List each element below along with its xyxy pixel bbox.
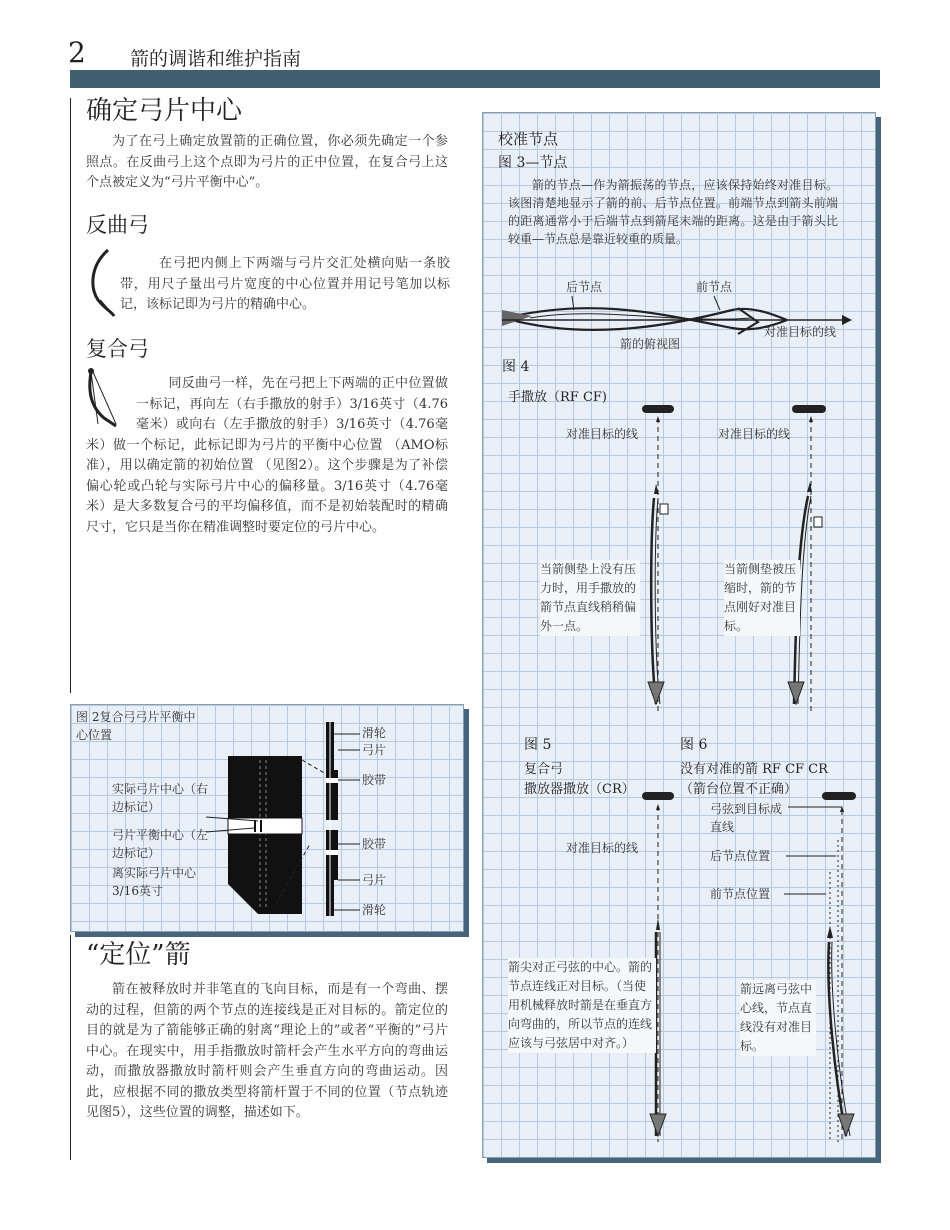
left-rule-top bbox=[70, 98, 71, 693]
fig5-subtitle-1: 复合弓 bbox=[524, 762, 564, 777]
header-band bbox=[70, 70, 880, 88]
fig3-para: 箭的节点—作为箭振荡的节点，应该保持始终对准目标。该图清楚地显示了箭的前、后节点位置。前端节点到箭头前端的距离通常小于后端节点到箭尾末端的距离。这是由于箭头比较重—节点总是靠近较重的质量。 bbox=[508, 178, 838, 246]
para-positioning: 箭在被释放时并非笔直的飞向目标，而是有一个弯曲、摆动的过程，但箭的两个节点的连接线是正对目标的。箭定位的目的就是为了箭能够正确的射离“理论上的”或者“平衡的”弓片中心。在现实中，用手指撒放时箭杆会产生水平方向的弯曲运动，而撒放器撒放时箭杆则会产生垂直方向的弯曲运动。因此，应根据不同的撒放类型将箭杆置于不同的位置（节点轨迹见图5），这些位置的调整，描述如下。 bbox=[86, 982, 448, 1120]
fig6-rear-position-label: 后节点位置 bbox=[710, 849, 771, 863]
fig2-right-label-tape-top: 胶带 bbox=[362, 773, 387, 787]
fig4-target-line-left: 对准目标的线 bbox=[566, 427, 639, 441]
fig3-label: 图 3—节点 bbox=[498, 155, 568, 171]
fig5-subtitle-2: 撒放器撒放（CR） bbox=[524, 782, 635, 797]
para-compound-text: 同反曲弓一样，先在弓把上下两端的正中位置做一标记，再向左（右手撒放的射手）3/16英寸（4.76毫米）或向右（左手撒放的射手）3/16英寸（4.76毫米）做一个标记，此标记即为弓片的平衡中心位置 （AMO标准），用以确定箭的初始位置 （见图2）。这个步骤是为了补偿偏心轮或凸轮与实际弓片中心的偏移量。3/16英寸（4.76毫米）是大多数复合弓的平均偏移值，而不是初始装配时的精确尺寸，它只是当你在精准调整时要定位的弓片中心。 bbox=[86, 376, 448, 535]
fig2-label-offset: 离实际弓片中心 3/16英寸 bbox=[112, 866, 197, 898]
fig4-note-left: 当箭侧垫上没有压力时，用手撒放的箭节点直线稍稍偏外一点。 bbox=[540, 560, 640, 636]
fig5-target-line-label: 对准目标的线 bbox=[566, 841, 639, 855]
section-title-positioning: “定位”箭 bbox=[86, 940, 191, 970]
fig2-riser-diagram bbox=[70, 704, 462, 930]
fig3-rear-node-label: 后节点 bbox=[566, 280, 603, 294]
fig6-subtitle-2: （箭台位置不正确） bbox=[680, 782, 798, 797]
right-panel-title: 校准节点 bbox=[498, 130, 559, 148]
fig6-front-position-label: 前节点位置 bbox=[710, 887, 771, 901]
section-title-compound: 复合弓 bbox=[86, 337, 149, 361]
para-compound bbox=[86, 374, 448, 584]
fig2-right-label-pulley-top: 滑轮 bbox=[362, 726, 387, 740]
section-title-bow-center: 确定弓片中心 bbox=[86, 96, 243, 126]
fig4-subtitle: 手撒放（RF CF) bbox=[508, 390, 607, 405]
fig5-label: 图 5 bbox=[524, 737, 552, 753]
fig2-right-label-tape-bottom: 胶带 bbox=[362, 837, 387, 851]
fig2-right-label-limb-bottom: 弓片 bbox=[362, 873, 387, 887]
fig6-string-label: 弓弦到目标成直线 bbox=[710, 802, 783, 834]
fig5-note: 箭尖对正弓弦的中心。箭的节点连线正对目标。（当使用机械释放时箭是在垂直方向弯曲的，所以节点的连线应该与弓弦居中对齐。） bbox=[508, 958, 656, 1053]
page-number: 2 bbox=[68, 36, 86, 69]
fig6-note: 箭远离弓弦中心线，节点直线没有对准目标。 bbox=[740, 980, 816, 1056]
fig4-note-right: 当箭侧垫被压缩时，箭的节点刚好对准目标。 bbox=[724, 560, 800, 636]
fig2-right-label-limb-top: 弓片 bbox=[362, 743, 387, 757]
running-title: 箭的调谐和维护指南 bbox=[130, 48, 302, 70]
fig6-label: 图 6 bbox=[680, 737, 708, 753]
fig2-label-actual-center: 实际弓片中心（右边标记） bbox=[112, 782, 209, 814]
fig3-top-view-label: 箭的俯视图 bbox=[620, 337, 681, 351]
fig4-target-line-right: 对准目标的线 bbox=[718, 427, 791, 441]
left-rule-bottom bbox=[70, 935, 71, 1160]
recurve-bow-icon bbox=[86, 248, 116, 318]
section-title-recurve: 反曲弓 bbox=[86, 213, 149, 237]
fig2-right-label-pulley-bottom: 滑轮 bbox=[362, 903, 387, 917]
para-recurve: 在弓把内侧上下两端与弓片交汇处横向贴一条胶带，用尺子量出弓片宽度的中心位置并用记号笔加以标记，该标记即为弓片的精确中心。 bbox=[120, 256, 450, 312]
fig3-target-line-label: 对准目标的线 bbox=[764, 325, 837, 339]
fig2-title: 图 2复合弓弓片平衡中心位置 bbox=[76, 710, 196, 742]
fig3-front-node-label: 前节点 bbox=[696, 280, 733, 294]
fig2-label-balance-center: 弓片平衡中心（左边标记） bbox=[112, 828, 209, 860]
fig6-subtitle-1: 没有对准的箭 RF CF CR bbox=[680, 762, 828, 777]
para-bow-center: 为了在弓上确定放置箭的正确位置，你必须先确定一个参照点。在反曲弓上这个点即为弓片的正中位置，在复合弓上这个点被定义为“弓片平衡中心”。 bbox=[86, 134, 448, 190]
fig4-label: 图 4 bbox=[502, 359, 530, 375]
icon-float-space bbox=[86, 374, 136, 434]
